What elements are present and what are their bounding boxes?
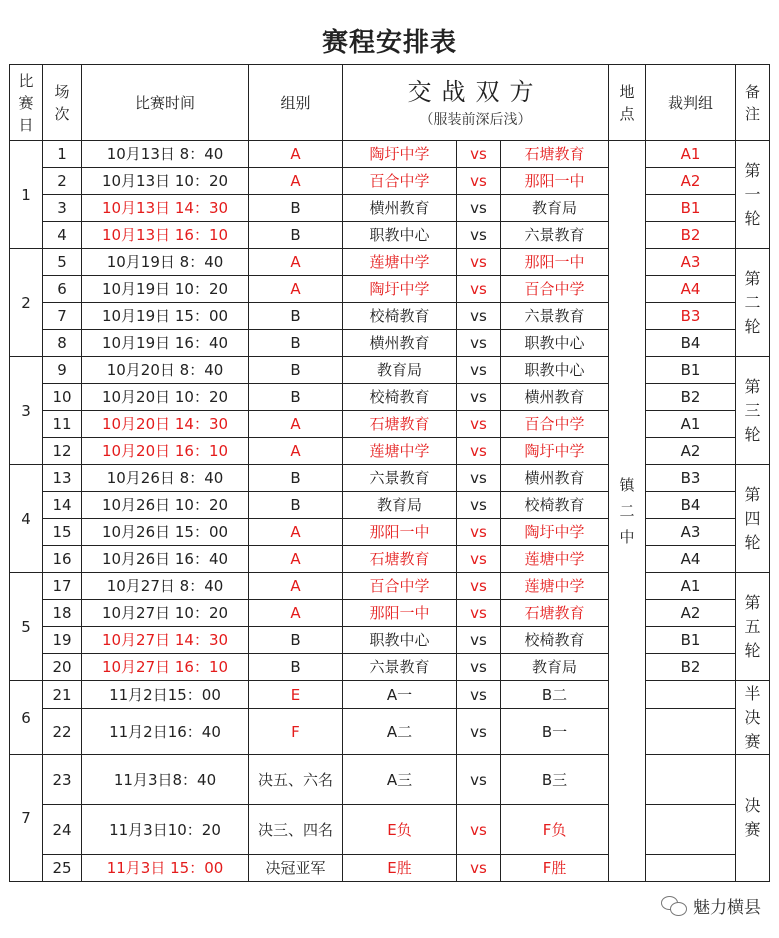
- referee-cell: A2: [646, 168, 736, 195]
- day-cell: 7: [10, 755, 43, 882]
- match-no: 23: [43, 755, 82, 805]
- wechat-icon: [661, 896, 687, 916]
- match-group: 决三、四名: [249, 805, 343, 855]
- match-group: A: [249, 276, 343, 303]
- referee-cell: A1: [646, 573, 736, 600]
- match-group: B: [249, 195, 343, 222]
- match-no: 22: [43, 709, 82, 755]
- round-note: 第 三 轮: [736, 357, 770, 465]
- vs-label: vs: [457, 222, 501, 249]
- team-home: 职教中心: [343, 627, 457, 654]
- day-cell: 6: [10, 681, 43, 755]
- page-title: 赛程安排表: [321, 28, 457, 58]
- match-group: A: [249, 573, 343, 600]
- match-group: B: [249, 357, 343, 384]
- vs-label: vs: [457, 600, 501, 627]
- match-group: B: [249, 654, 343, 681]
- team-home: 百合中学: [343, 168, 457, 195]
- team-home: E胜: [343, 855, 457, 882]
- vs-label: vs: [457, 249, 501, 276]
- team-away: 教育局: [501, 195, 609, 222]
- match-no: 2: [43, 168, 82, 195]
- referee-cell: [646, 755, 736, 805]
- match-group: F: [249, 709, 343, 755]
- team-away: B一: [501, 709, 609, 755]
- vs-label: vs: [457, 627, 501, 654]
- match-time: 10月13日 10：20: [82, 168, 249, 195]
- team-home: 职教中心: [343, 222, 457, 249]
- table-row: [10, 384, 770, 411]
- team-away: 职教中心: [501, 357, 609, 384]
- match-time: 10月20日 14：30: [82, 411, 249, 438]
- referee-cell: B2: [646, 222, 736, 249]
- team-home: 陶圩中学: [343, 141, 457, 168]
- match-group: B: [249, 627, 343, 654]
- referee-cell: A2: [646, 438, 736, 465]
- match-group: A: [249, 438, 343, 465]
- match-time: 11月3日 15：00: [82, 855, 249, 882]
- match-time: 10月26日 10：20: [82, 492, 249, 519]
- team-home: 六景教育: [343, 654, 457, 681]
- footer-brand: [661, 893, 761, 918]
- match-time: 10月26日 15：00: [82, 519, 249, 546]
- round-note: 第 一 轮: [736, 141, 770, 249]
- referee-cell: A3: [646, 249, 736, 276]
- team-away: 莲塘中学: [501, 546, 609, 573]
- match-time: 10月20日 10：20: [82, 384, 249, 411]
- table-row: [10, 600, 770, 627]
- vs-label: vs: [457, 805, 501, 855]
- match-no: 9: [43, 357, 82, 384]
- match-time: 10月26日 8：40: [82, 465, 249, 492]
- table-row: [10, 805, 770, 855]
- match-time: 10月27日 8：40: [82, 573, 249, 600]
- team-away: B三: [501, 755, 609, 805]
- table-row: [10, 573, 770, 600]
- table-row: [10, 357, 770, 384]
- table-row: [10, 249, 770, 276]
- match-group: B: [249, 222, 343, 249]
- team-home: 教育局: [343, 357, 457, 384]
- match-time: 11月3日10：20: [82, 805, 249, 855]
- vs-label: vs: [457, 654, 501, 681]
- referee-cell: [646, 681, 736, 709]
- match-no: 20: [43, 654, 82, 681]
- vs-label: vs: [457, 755, 501, 805]
- team-home: 校椅教育: [343, 384, 457, 411]
- team-away: 六景教育: [501, 222, 609, 249]
- match-group: B: [249, 492, 343, 519]
- table-row: [10, 195, 770, 222]
- vs-label: vs: [457, 303, 501, 330]
- team-home: 横州教育: [343, 330, 457, 357]
- venue-cell: 镇 二 中: [609, 141, 646, 882]
- match-time: 10月20日 8：40: [82, 357, 249, 384]
- team-home: 陶圩中学: [343, 276, 457, 303]
- referee-cell: A4: [646, 276, 736, 303]
- team-away: 教育局: [501, 654, 609, 681]
- match-no: 10: [43, 384, 82, 411]
- referee-cell: B3: [646, 465, 736, 492]
- referee-cell: B2: [646, 384, 736, 411]
- referee-cell: [646, 855, 736, 882]
- table-row: [10, 654, 770, 681]
- match-time: 10月26日 16：40: [82, 546, 249, 573]
- match-no: 13: [43, 465, 82, 492]
- team-away: 横州教育: [501, 465, 609, 492]
- match-no: 1: [43, 141, 82, 168]
- vs-label: vs: [457, 681, 501, 709]
- table-row: [10, 546, 770, 573]
- match-no: 21: [43, 681, 82, 709]
- team-away: 校椅教育: [501, 492, 609, 519]
- team-home: 莲塘中学: [343, 438, 457, 465]
- match-time: 10月19日 16：40: [82, 330, 249, 357]
- match-no: 5: [43, 249, 82, 276]
- match-no: 8: [43, 330, 82, 357]
- schedule-table: [9, 64, 770, 882]
- match-no: 6: [43, 276, 82, 303]
- match-group: B: [249, 384, 343, 411]
- referee-cell: A2: [646, 600, 736, 627]
- match-time: 10月27日 16：10: [82, 654, 249, 681]
- vs-label: vs: [457, 384, 501, 411]
- team-away: 职教中心: [501, 330, 609, 357]
- match-group: E: [249, 681, 343, 709]
- vs-label: vs: [457, 357, 501, 384]
- team-home: 石塘教育: [343, 546, 457, 573]
- team-home: 校椅教育: [343, 303, 457, 330]
- team-home: 石塘教育: [343, 411, 457, 438]
- team-away: 百合中学: [501, 411, 609, 438]
- table-row: [10, 222, 770, 249]
- table-row: [10, 492, 770, 519]
- referee-cell: A4: [646, 546, 736, 573]
- match-group: A: [249, 249, 343, 276]
- table-row: [10, 627, 770, 654]
- header-venue: 地 点: [609, 65, 646, 141]
- team-away: 石塘教育: [501, 141, 609, 168]
- match-time: 11月3日8：40: [82, 755, 249, 805]
- match-time: 10月27日 14：30: [82, 627, 249, 654]
- vs-label: vs: [457, 492, 501, 519]
- match-group: A: [249, 600, 343, 627]
- header-row: [10, 65, 770, 141]
- team-home: 教育局: [343, 492, 457, 519]
- day-cell: 1: [10, 141, 43, 249]
- match-time: 10月19日 15：00: [82, 303, 249, 330]
- team-home: 莲塘中学: [343, 249, 457, 276]
- vs-label: vs: [457, 438, 501, 465]
- team-away: 那阳一中: [501, 249, 609, 276]
- team-home: 那阳一中: [343, 600, 457, 627]
- referee-cell: B4: [646, 492, 736, 519]
- table-row: [10, 168, 770, 195]
- vs-label: vs: [457, 411, 501, 438]
- header-day: 比 赛 日: [10, 65, 43, 141]
- team-away: 六景教育: [501, 303, 609, 330]
- team-home: 那阳一中: [343, 519, 457, 546]
- match-time: 11月2日15：00: [82, 681, 249, 709]
- table-row: [10, 519, 770, 546]
- match-no: 4: [43, 222, 82, 249]
- vs-label: vs: [457, 195, 501, 222]
- day-cell: 2: [10, 249, 43, 357]
- match-no: 25: [43, 855, 82, 882]
- team-away: 那阳一中: [501, 168, 609, 195]
- match-no: 11: [43, 411, 82, 438]
- table-row: [10, 330, 770, 357]
- vs-label: vs: [457, 330, 501, 357]
- match-group: A: [249, 141, 343, 168]
- header-match: 场 次: [43, 65, 82, 141]
- team-home: 横州教育: [343, 195, 457, 222]
- team-away: F负: [501, 805, 609, 855]
- team-away: F胜: [501, 855, 609, 882]
- team-away: B二: [501, 681, 609, 709]
- round-note: 第 五 轮: [736, 573, 770, 681]
- footer-text: 魅力横县: [693, 898, 761, 918]
- team-home: A三: [343, 755, 457, 805]
- team-away: 横州教育: [501, 384, 609, 411]
- vs-label: vs: [457, 855, 501, 882]
- referee-cell: B1: [646, 195, 736, 222]
- round-note: 决 赛: [736, 755, 770, 882]
- team-away: 陶圩中学: [501, 519, 609, 546]
- table-row: [10, 709, 770, 755]
- match-time: 10月13日 16：10: [82, 222, 249, 249]
- match-group: A: [249, 546, 343, 573]
- referee-cell: B2: [646, 654, 736, 681]
- team-away: 校椅教育: [501, 627, 609, 654]
- team-away: 陶圩中学: [501, 438, 609, 465]
- table-row: [10, 465, 770, 492]
- match-group: 决冠亚军: [249, 855, 343, 882]
- team-away: 莲塘中学: [501, 573, 609, 600]
- vs-label: vs: [457, 276, 501, 303]
- match-no: 16: [43, 546, 82, 573]
- vs-label: vs: [457, 546, 501, 573]
- header-group: 组别: [249, 65, 343, 141]
- match-time: 10月27日 10：20: [82, 600, 249, 627]
- team-away: 百合中学: [501, 276, 609, 303]
- match-group: A: [249, 168, 343, 195]
- table-row: [10, 303, 770, 330]
- match-group: B: [249, 330, 343, 357]
- referee-cell: A3: [646, 519, 736, 546]
- team-home: A一: [343, 681, 457, 709]
- match-time: 10月13日 14：30: [82, 195, 249, 222]
- match-time: 10月19日 8：40: [82, 249, 249, 276]
- match-no: 15: [43, 519, 82, 546]
- match-time: 10月13日 8：40: [82, 141, 249, 168]
- team-home: E负: [343, 805, 457, 855]
- round-note: 第 四 轮: [736, 465, 770, 573]
- team-away: 石塘教育: [501, 600, 609, 627]
- table-row: [10, 276, 770, 303]
- vs-label: vs: [457, 573, 501, 600]
- referee-cell: [646, 709, 736, 755]
- vs-label: vs: [457, 141, 501, 168]
- vs-label: vs: [457, 709, 501, 755]
- header-time: 比赛时间: [82, 65, 249, 141]
- team-home: 百合中学: [343, 573, 457, 600]
- referee-cell: A1: [646, 411, 736, 438]
- referee-cell: B1: [646, 357, 736, 384]
- match-group: B: [249, 465, 343, 492]
- vs-label: vs: [457, 519, 501, 546]
- match-no: 24: [43, 805, 82, 855]
- day-cell: 5: [10, 573, 43, 681]
- table-row: [10, 141, 770, 168]
- match-group: 决五、六名: [249, 755, 343, 805]
- header-teams: 交战双方 （服装前深后浅）: [343, 65, 609, 141]
- round-note: 半 决 赛: [736, 681, 770, 755]
- match-no: 3: [43, 195, 82, 222]
- table-row: [10, 855, 770, 882]
- round-note: 第 二 轮: [736, 249, 770, 357]
- match-no: 19: [43, 627, 82, 654]
- referee-cell: B4: [646, 330, 736, 357]
- day-cell: 3: [10, 357, 43, 465]
- match-time: 10月19日 10：20: [82, 276, 249, 303]
- match-no: 7: [43, 303, 82, 330]
- match-group: A: [249, 411, 343, 438]
- referee-cell: B3: [646, 303, 736, 330]
- table-row: [10, 755, 770, 805]
- table-row: [10, 681, 770, 709]
- table-row: [10, 438, 770, 465]
- team-home: 六景教育: [343, 465, 457, 492]
- day-cell: 4: [10, 465, 43, 573]
- match-group: B: [249, 303, 343, 330]
- match-time: 10月20日 16：10: [82, 438, 249, 465]
- header-referee: 裁判组: [646, 65, 736, 141]
- match-no: 12: [43, 438, 82, 465]
- vs-label: vs: [457, 168, 501, 195]
- vs-label: vs: [457, 465, 501, 492]
- match-no: 17: [43, 573, 82, 600]
- match-group: A: [249, 519, 343, 546]
- header-remark: 备 注: [736, 65, 770, 141]
- referee-cell: [646, 805, 736, 855]
- match-no: 18: [43, 600, 82, 627]
- referee-cell: A1: [646, 141, 736, 168]
- table-row: [10, 411, 770, 438]
- referee-cell: B1: [646, 627, 736, 654]
- match-no: 14: [43, 492, 82, 519]
- match-time: 11月2日16：40: [82, 709, 249, 755]
- team-home: A二: [343, 709, 457, 755]
